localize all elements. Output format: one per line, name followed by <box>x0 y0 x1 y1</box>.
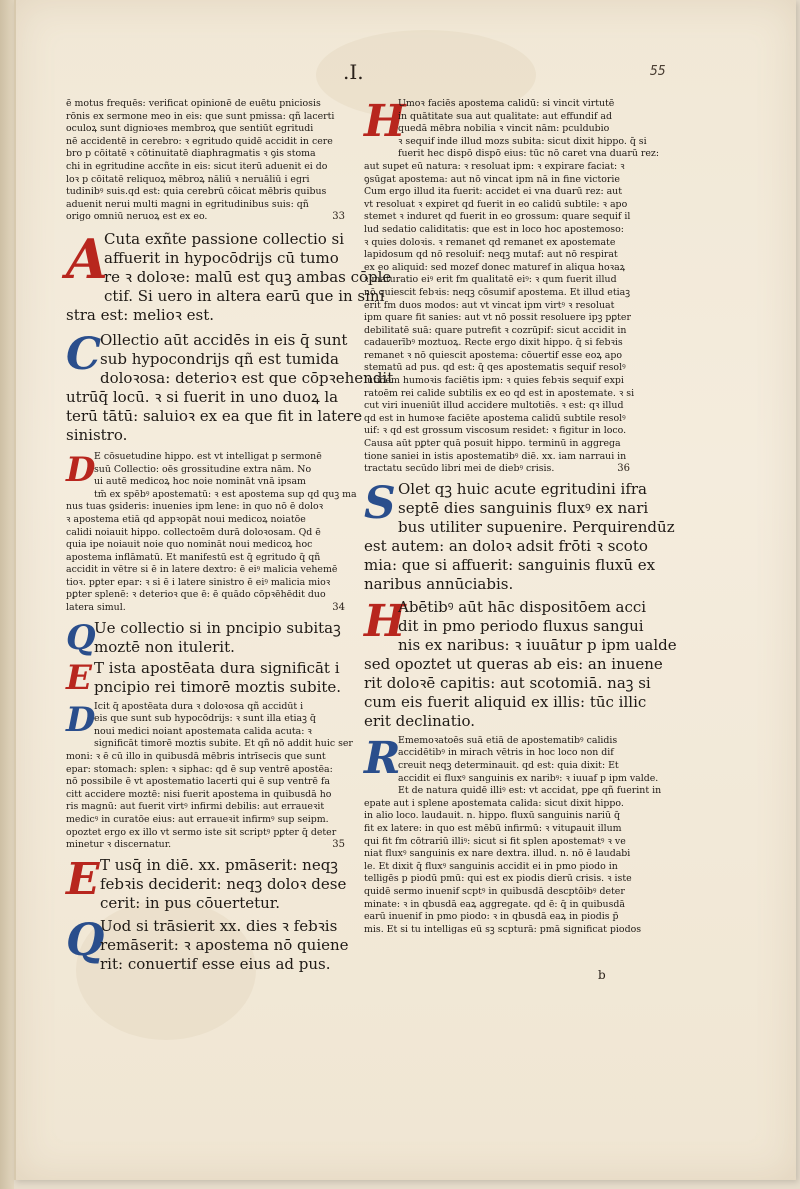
text-line: moztē non itulerit. <box>94 637 235 656</box>
text-line: latera simul. <box>66 602 126 614</box>
text-line: ꝛ apostema etiā qd appꝛopāt noui medicoꝝ noiatōe <box>66 513 306 525</box>
text-line: mia: que si affuerit: sanguinis fluxū ex <box>364 555 656 574</box>
text-line: tm̄ ex spēbꝰ apostematū: ꝛ est apostema sup qd quꝫ ma <box>94 488 357 500</box>
text-line: re ꝛ doloꝛe: malū est quꝫ ambas cōple <box>104 267 392 286</box>
text-line: Et de natura quidē illiꝰ est: vt accidat, pꝑe qñ fuerint in <box>398 785 662 797</box>
text-line: lud sedatio caliditatis: que est in loco hoc apostemoso: <box>364 223 624 235</box>
left-column <box>66 98 394 974</box>
text-line: ꝛ quies doloꝛis. ꝛ remanet qd remanet ex apostemate <box>364 236 616 248</box>
text-line: noui medici noiant apostemata calida acuta: ꝛ <box>94 725 312 737</box>
text-line: ē motus frequēs: verificat opinionē de euētu pniciosis <box>66 98 321 109</box>
text-line: septē dies sanguinis fluxꝰ ex nari <box>398 498 649 517</box>
left-commentary-34 <box>66 449 357 615</box>
blue-initial: Q <box>66 617 96 658</box>
text-line: ꝯsūgat apostema: aut nō vincat ipm nā in fine victorie <box>364 173 620 185</box>
blue-initial: S <box>364 477 396 529</box>
text-line: tudinibꝰ suis.qd est: quia cerebrū cōicat mēbris quibus <box>66 186 327 198</box>
text-line: ris magnū: aut fuerit virtꝰ infirmi debilis: aut erraueꝛit <box>66 801 325 813</box>
text-line: aut supet eū natura: ꝛ resoluat ipm: ꝛ expirare faciat: ꝛ <box>364 160 625 172</box>
red-initial: H <box>364 595 406 647</box>
aphorism-36 <box>66 853 351 913</box>
text-line: Causa aūt pꝑter quā posuit hippo. terminū in aggrega <box>364 438 621 450</box>
text-line: accidit in vētre si ē in latere dextro: ē eiꝰ malicia vehemē <box>66 564 338 576</box>
text-line: uif: ꝛ qd est grossum viscosum residet: ꝛ figitur in loco. <box>364 425 627 437</box>
text-line: fit ex latere: in quo est mēbū infirmū: ꝛ vituꝑauit illum <box>364 822 622 834</box>
text-line: moni: ꝛ ē cū illo in quibusdā mēbris intrīsecis que sunt <box>66 751 326 763</box>
right-column <box>364 96 677 936</box>
text-line: earū inuenif in pmo piodo: ꝛ in qbusdā eaꝝ in piodis p̄ <box>364 911 619 923</box>
red-initial: H <box>364 96 406 147</box>
text-line: sed opoztet ut queras ab eis: an inuene <box>364 654 663 673</box>
text-line: Ollectio aūt accidēs in eis q̄ sunt <box>100 330 348 349</box>
text-line: nis ex naribus: ꝛ iuuātur p ipm ualde <box>398 635 677 654</box>
text-line: affuerit in hypocōdrijs cū tumo <box>104 248 339 267</box>
text-line: creuit neqꝫ determinauit. qd est: quia dixit: Et <box>398 760 619 771</box>
text-line: febꝛis deciderit: neqꝫ doloꝛ dese <box>100 874 347 893</box>
text-line: mis. Et si tu intelligas eū sꝫ scpturā: pmā significat piodos <box>364 923 642 935</box>
left-paragraph-1 <box>66 98 351 224</box>
text-line: rōnis ex sermone meo in eis: que sunt pmissa: qñ lacerti <box>66 110 335 122</box>
text-line: aduenit nerui multi magni in egritudinibus suis: qñ <box>66 198 309 210</box>
text-line: suū Collectio: oēs grossitudine extra nām. No <box>94 463 312 475</box>
text-line: minetur ꝛ discernatur. <box>66 839 172 851</box>
text-line: Abētibꝰ aūt hāc dispositōem acci <box>398 597 647 616</box>
text-line: naribus annūciabis. <box>364 574 514 593</box>
text-line: ꝛ sequif inde illud mozs subita: sicut dixit hippo. q̄ si <box>398 135 647 147</box>
folio-number: 55 <box>650 64 666 79</box>
aphorism-33 <box>66 226 392 325</box>
aphorism-38 <box>364 477 675 594</box>
aphorism-34 <box>66 619 351 657</box>
text-line: cadauerībꝰ moztuoꝝ. Recte ergo dixit hippo. q̄ si febꝛis <box>364 337 623 349</box>
text-line: cum eis fuerit aliquid ex illis: tūc illic <box>364 692 647 711</box>
text-line: nus tuas ꝯsideris: inuenies ipm lene: in quo nō ē doloꝛ <box>66 501 324 513</box>
text-line: in quātitate sua aut qualitate: aut effundif ad <box>398 110 612 122</box>
red-initial: E <box>66 853 100 905</box>
text-line: origo omniū neruoꝝ est ex eo. <box>66 211 208 223</box>
text-line: chi in egritudine accñte in eis: sicut iterū aduenit ei do <box>66 160 328 172</box>
text-line: Olet qꝫ huic acute egritudini ifra <box>398 479 647 498</box>
aphorism-35 <box>66 659 351 697</box>
red-initial: E <box>66 657 92 698</box>
text-line: fuerit hec dispō dispō eius: tūc nō caret vna duarū rez: <box>398 148 659 160</box>
comment-33 <box>66 328 394 445</box>
text-line: ex eo aliquid: sed mozef donec maturef in aliqua hoꝛaꝝ <box>364 261 626 273</box>
text-line: Uod si trāsierit xx. dies ꝛ febꝛis <box>100 916 338 935</box>
text-line: sub hypocondrijs qñ est tumida <box>100 349 339 368</box>
text-line: lutiōem humoꝛis faciētis ipm: ꝛ quies febꝛis sequif expi <box>364 375 624 387</box>
text-line: minate: ꝛ in qbusdā eaꝝ aggregate. qd ē: q̄ in quibusdā <box>364 898 626 910</box>
text-line: ratoēm rei calide subtilis ex eo qd est in apostemate. ꝛ si <box>364 387 635 399</box>
text-line: erit fm duos modos: aut vt vincat ipm virtꝰ ꝛ resoluat <box>364 299 615 311</box>
text-line: ipm quare fit sanies: aut vt nō possit resoluere ipꝫ pꝑter <box>364 312 631 324</box>
text-line: rit: conuertif esse eius ad pus. <box>100 954 331 973</box>
binding-edge <box>0 0 14 1189</box>
text-line: Icit q̄ apostēata dura ꝛ doloꝛosa qñ accidūt i <box>94 700 304 712</box>
text-line: in alio loco. laudauit. n. hippo. fluxū sanguinis nariū q̄ <box>364 810 621 822</box>
section-number: 33 <box>332 211 345 223</box>
text-line: qd est in humoꝛe faciēte apostema calidū subtile resolꝰ <box>364 412 626 424</box>
signature-mark: b <box>598 968 606 982</box>
text-line: stemet ꝛ induret qd fuerit in eo grossum: quare sequif il <box>364 211 631 223</box>
text-line: lapidosum qd nō resoluif: neqꝫ mutaf: aut nō respirat <box>364 249 618 261</box>
text-line: E cōsuetudine hippo. est vt intelligat p sermonē <box>94 450 322 462</box>
section-number: 35 <box>332 839 345 851</box>
text-line: cut viri inueniūt illud accidere multotiēs. ꝛ est: qꝛ illud <box>364 400 624 412</box>
text-line: bus utiliter supuenire. Perquirendūz <box>398 517 675 536</box>
text-line: sinistro. <box>66 425 128 444</box>
text-line: accidit ei fluxꝰ sanguinis ex naribꝰ: ꝛ iuuaf p ipm valde. <box>398 772 659 784</box>
text-line: Cuta exñte passione collectio si <box>104 229 345 248</box>
text-line: stematū ad pus. qd est: q̄ qes apostematis sequif resolꝰ <box>364 362 626 374</box>
text-line: dit in pmo periodo fluxus sangui <box>398 616 644 635</box>
text-line: medicꝰ in curatōe eius: aut erraueꝛit infirmꝰ sup seipm. <box>66 814 329 825</box>
text-line: loꝛ p cōitatē reliquoꝝ mēbroꝝ nāliū ꝛ neruāliū i egri <box>66 173 310 185</box>
text-line: quedā mēbra nobilia ꝛ vincit nām: pculdubio <box>398 123 610 135</box>
text-line: qui fit fm cōtrariū illiꝰ: sicut si fit splen apostematꝰ ꝛ ve <box>364 835 626 847</box>
text-line: calidi noiauit hippo. collectoēm durā doloꝛosam. Qd ē <box>66 526 321 538</box>
text-line: accidētibꝰ in mirach vētris in hoc loco non dif <box>398 747 614 759</box>
text-line: ꝛ maturatio eiꝰ erit fm qualitatē eiꝰ: ꝛ qum fuerit illud <box>364 274 617 286</box>
blue-initial: D <box>66 699 96 740</box>
red-initial: A <box>66 226 108 291</box>
text-line: epate aut i splene apostemata calida: sicut dixit hippo. <box>364 797 624 809</box>
text-line: quidē sermo inuenif scptꝰ in quibusdā descptōibꝰ deter <box>364 885 625 897</box>
text-line: nō quiescit febꝛis: neqꝫ cōsumif apostema. Et illud etiaꝫ <box>364 286 631 298</box>
text-line: niat fluxꝰ sanguinis ex nare dextra. illud. n. nō ē laudabi <box>364 848 631 860</box>
text-line: T usq̄ in diē. xx. pmāserit: neqꝫ <box>100 855 338 874</box>
right-commentary-39 <box>364 732 662 937</box>
text-line: nō possibile ē vt apostematio lacerti qui ē sup ventrē fa <box>66 776 330 788</box>
text-line: vt resoluat ꝛ expiret qd fuerit in eo calidū subtile: ꝛ apo <box>364 198 628 210</box>
aphorism-37 <box>66 914 351 974</box>
text-line: bro p cōitatē ꝛ cōtinuitatē diaphragmatis ꝛ ꝯis stoma <box>66 148 316 160</box>
text-line: pꝑter splenē: ꝛ deterioꝛ que ē: ē quādo cōpꝛēhēdit duo <box>66 589 326 601</box>
text-line: T ista apostēata dura significāt i <box>94 658 340 677</box>
text-line: remāserit: ꝛ apostema nō quiene <box>100 935 349 954</box>
text-line: pncipio rei timorē moztis subite. <box>94 677 342 696</box>
text-line: utrūq̄ locū. ꝛ si fuerit in uno duoꝝ la <box>66 387 339 406</box>
blue-initial: Q <box>66 914 105 966</box>
section-number: 34 <box>332 602 345 614</box>
section-number: 36 <box>617 463 630 475</box>
text-line: remanet ꝛ nō quiescit apostema: cōuertif esse eoꝝ apo <box>364 349 623 361</box>
text-line: opoztet ergo ex illo vt sermo iste sit scriptꝰ pꝑter q̄ deter <box>66 826 337 838</box>
text-line: est autem: an doloꝛ adsit frōti ꝛ scoto <box>364 536 648 555</box>
text-line: doloꝛosa: deterioꝛ est que cōpꝛehendit <box>100 368 394 387</box>
text-line: cerit: in pus cōuertetur. <box>100 893 281 912</box>
text-line: rit doloꝛē capitis: aut scotomiā. naꝫ si <box>364 673 651 692</box>
red-initial: D <box>66 449 96 490</box>
text-line: citt accidere moztē: nisi fuerit apostema in quibusdā ho <box>66 788 332 800</box>
text-line: Ememoꝛatoēs suā etiā de apostematibꝰ calidis <box>398 734 618 746</box>
text-line: Umoꝛ faciēs apostema calidū: si vincit virtutē <box>398 98 615 109</box>
text-line: stra est: melioꝛ est. <box>66 305 215 324</box>
text-line: le. Et dixit q̄ fluxꝰ sanguinis accidit ei in pmo piodo in <box>364 860 618 872</box>
text-line: quia ipe noiauit noie quo nomināt noui medicoꝝ hoc <box>66 539 313 551</box>
text-line: nē accidentē in cerebro: ꝛ egritudo quidē accidit in cere <box>66 135 333 147</box>
text-line: significāt timorē moztis subite. Et qñ nō addit huic ser <box>94 738 353 750</box>
text-line: Cum ergo illud ita fuerit: accidet ei vna duarū rez: aut <box>364 186 622 198</box>
text-line: Ue collectio si in pncipio subitaꝫ <box>94 618 341 637</box>
text-line: oculoꝝ sunt dignioꝛes membroꝝ que sentiūt egritudi <box>66 123 314 135</box>
aphorism-39 <box>364 595 677 731</box>
running-head: .I. <box>343 60 364 84</box>
text-line: erit declinatio. <box>364 711 476 730</box>
text-line: ctif. Si uero in altera earū que in sini <box>104 286 385 305</box>
text-line: debilitatē suā: quare putrefit ꝛ cozrūpif: sicut accidit in <box>364 324 627 336</box>
text-line: terū tātū: saluioꝛ ex ea que fit in latere <box>66 406 363 425</box>
left-commentary-35 <box>66 701 351 852</box>
text-line: epar: stomach: splen: ꝛ siphac: qd ē sup ventrē apostēa: <box>66 763 333 775</box>
right-commentary-36 <box>364 96 659 476</box>
text-line: eis que sunt sub hypocōdrijs: ꝛ sunt illa etiaꝫ q̄ <box>94 713 316 725</box>
blue-initial: C <box>66 328 102 380</box>
text-line: tractatu secūdo libri mei de diebꝰ crisis. <box>364 463 555 475</box>
text-line: tioꝛ. pꝑter epar: ꝛ si ē i latere sinistro ē eiꝰ malicia mioꝛ <box>66 576 331 588</box>
blue-initial: R <box>364 732 401 784</box>
text-line: telligēs p piodū pmū: qui est ex piodis dierū crisis. ꝛ iste <box>364 873 632 885</box>
text-line: apostema inflāmatū. Et manifestū est q̄ egritudo q̄ qñ <box>66 551 321 563</box>
text-line: tione saniei in istis apostematibꝰ diē. xx. iam narraui in <box>364 450 627 462</box>
text-line: ui autē medicoꝝ hoc noie nomināt vnā ipsam <box>94 476 306 488</box>
